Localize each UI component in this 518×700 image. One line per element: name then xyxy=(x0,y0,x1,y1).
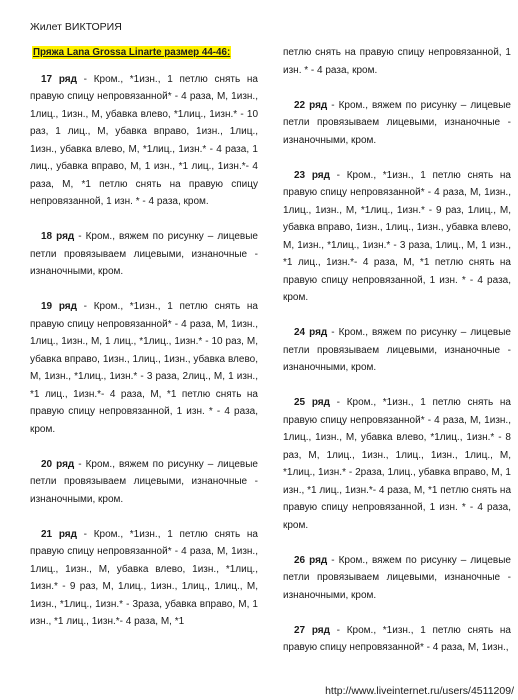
row-text: - Кром., *1изн., 1 петлю снять на правую спицу непровязанной* - 4 раза, М, 1изн., xyxy=(283,624,511,653)
row-paragraph xyxy=(283,324,511,377)
right-rows xyxy=(283,44,511,657)
row-paragraph xyxy=(283,622,511,657)
source-watermark: http://www.liveinternet.ru/users/4511209/ xyxy=(325,685,514,697)
row-paragraph xyxy=(30,456,258,509)
row-text: - Кром., *1изн., 1 петлю снять на правую спицу непровязанной* - 4 раза, М, 1изн., 1лиц., 1изн., М, 1 лиц., *1лиц., 1изн.* - 10 раз, М, убавка вправо, 1изн., 1лиц., 1изн., убавка влево, М, 1изн., *1лиц., 1изн.* - 3 раза, 2лиц., М, 1 изн., *1 лиц., 1изн.*- 4 раза, М, *1 петлю снять на правую спицу непровязанной, 1 изн. * - 4 раза, кром. xyxy=(30,301,258,435)
row-label: 18 ряд xyxy=(41,231,75,242)
left-column xyxy=(30,44,258,648)
row-label: 26 ряд xyxy=(294,554,328,566)
row-text: - Кром., вяжем по рисунку – лицевые петли провязываем лицевыми, изнаночные - изнаночными, кром. xyxy=(30,231,258,277)
left-rows xyxy=(30,71,258,631)
row-paragraph xyxy=(30,228,258,281)
row-label: 22 ряд xyxy=(294,99,328,111)
row-label: 21 ряд xyxy=(41,528,77,540)
row-paragraph xyxy=(283,167,511,307)
row-label: 27 ряд xyxy=(294,624,330,636)
row-text: - Кром., вяжем по рисунку – лицевые петли провязываем лицевыми, изнаночные - изнаночными, кром. xyxy=(283,327,511,373)
row-label: 19 ряд xyxy=(41,301,77,312)
row-text: - Кром., вяжем по рисунку – лицевые петли провязываем лицевыми, изнаночные - изнаночными, кром. xyxy=(30,458,258,505)
row-text: - Кром., *1изн., 1 петлю снять на правую спицу непровязанной* - 4 раза, М, 1изн., 1лиц., 1изн., М, *1лиц., 1изн.* - 9 раз, 1лиц., М, убавка вправо, 1изн., 1лиц., 1изн., убавка влево, М, 1изн., *1лиц., 1изн.* - 3 раза, 1лиц., М, 1 изн., *1 лиц., 1изн.*- 4 раза, М, *1 петлю снять на правую спицу непровязанной, 1 изн. * - 4 раза, кром. xyxy=(283,169,511,303)
row-label: 20 ряд xyxy=(41,458,75,470)
row-text: - Кром., *1изн., 1 петлю снять на правую спицу непровязанной* - 4 раза, М, 1изн., 1лиц., 1изн., М, убавка влево, *1лиц., 1изн.* - 10 раз, 1 лиц., М, убавка вправо, 1изн., 1лиц., 1изн., убавка влево, М, *1лиц., 1изн.* - 4 раза, 1 лиц., убавка вправо, М, 1 изн., *1 лиц., 1изн.*- 4 раза, М, *1 петлю снять на правую спицу непровязанной, 1 изн. * - 4 раза, кром. xyxy=(30,73,258,207)
row-paragraph xyxy=(283,97,511,150)
row-label: 24 ряд xyxy=(294,327,328,338)
row-paragraph xyxy=(283,44,511,79)
row-text: - Кром., *1изн., 1 петлю снять на правую спицу непровязанной* - 4 раза, М, 1изн., 1лиц., 1изн., М, убавка влево, 1изн., *1лиц., 1изн.* - 9 раз, М, 1лиц., 1изн., 1лиц., 1лиц., М, 1изн., *1лиц., 1изн.* - 3раза, убавка вправо, М, 1 изн., *1 лиц., 1изн.*- 4 раза, М, *1 xyxy=(30,528,258,627)
subtitle-line xyxy=(30,44,258,62)
row-label: 25 ряд xyxy=(294,397,330,408)
row-label: 17 ряд xyxy=(41,73,77,85)
row-paragraph xyxy=(283,552,511,605)
page-header-title: Жилет ВИКТОРИЯ xyxy=(30,21,122,33)
row-text: - Кром., вяжем по рисунку – лицевые петли провязываем лицевыми, изнаночные - изнаночными, кром. xyxy=(283,554,511,601)
row-paragraph xyxy=(283,394,511,534)
row-paragraph xyxy=(30,298,258,438)
row-text: - Кром., *1изн., 1 петлю снять на правую спицу непровязанной* - 4 раза, М, 1изн., 1лиц., 1изн., М, убавка влево, *1лиц., 1изн.* - 8 раз, М, 1лиц., 1изн., 1лиц., 1изн., 1лиц., М, *1лиц., 1изн.* - 2раза, 1лиц., убавка вправо, М, 1 изн., *1 лиц., 1изн.*- 4 раза, М, *1 петлю снять на правую спицу непровязанной, 1 изн. * - 4 раза, кром. xyxy=(283,397,511,531)
row-paragraph xyxy=(30,71,258,211)
right-column xyxy=(283,44,511,674)
yarn-subtitle: Пряжа Lana Grossa Linarte размер 44-46: xyxy=(33,47,231,58)
row-text: петлю снять на правую спицу непровязанной, 1 изн. * - 4 раза, кром. xyxy=(283,47,511,76)
row-text: - Кром., вяжем по рисунку – лицевые петли провязываем лицевыми, изнаночные - изнаночными, кром. xyxy=(283,99,511,146)
row-paragraph xyxy=(30,526,258,631)
row-label: 23 ряд xyxy=(294,169,330,181)
